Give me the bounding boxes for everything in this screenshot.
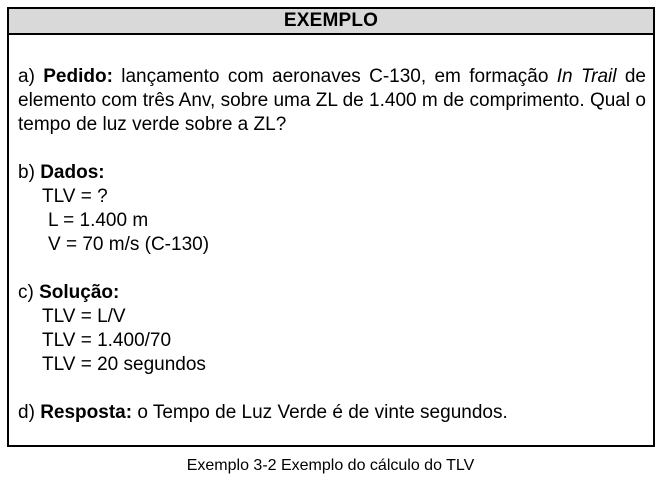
example-body [18, 65, 646, 425]
resposta-label: Resposta: [40, 402, 133, 423]
example-box [7, 7, 655, 447]
dados-line: TLV = ? [42, 186, 108, 207]
pedido-text-2: de elemento com três Anv, sobre uma ZL de 1.400 m de comprimento. Qual o tempo de luz verde sobre a ZL? [18, 66, 646, 135]
example-header [9, 9, 653, 35]
solucao-line: TLV = 1.400/70 [42, 330, 172, 351]
example-title: EXEMPLO [283, 10, 379, 31]
dados-line: V = 70 m/s (C-130) [48, 234, 210, 255]
pedido-text-1: lançamento com aeronaves C-130, em formação [112, 66, 557, 87]
solucao-heading [18, 281, 646, 305]
solucao-line: TLV = L/V [42, 306, 126, 327]
section-resposta [18, 401, 646, 425]
solucao-label: Solução: [39, 282, 120, 303]
section-solucao [18, 281, 646, 377]
dados-heading [18, 161, 646, 185]
section-pedido [18, 65, 646, 137]
dados-label: Dados: [40, 162, 105, 183]
dados-line: L = 1.400 m [48, 210, 149, 231]
pedido-prefix: a) [18, 66, 44, 87]
resposta-text: o Tempo de Luz Verde é de vinte segundos. [132, 402, 508, 423]
pedido-label: Pedido: [43, 66, 113, 87]
solucao-prefix: c) [18, 282, 40, 303]
solucao-line: TLV = 20 segundos [42, 354, 206, 375]
resposta-prefix: d) [18, 402, 41, 423]
dados-prefix: b) [18, 162, 41, 183]
pedido-italic: In Trail [556, 66, 617, 87]
section-dados [18, 161, 646, 257]
figure-caption: Exemplo 3-2 Exemplo do cálculo do TLV [186, 457, 475, 474]
